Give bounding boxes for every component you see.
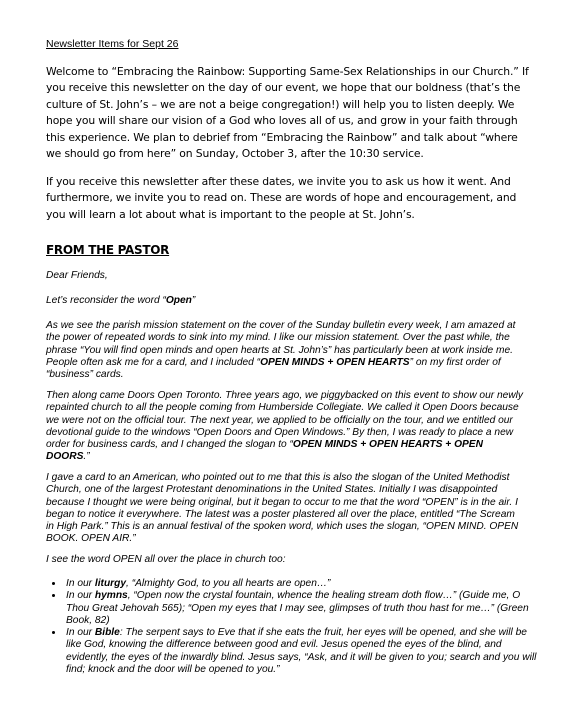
bullet-prefix: In our	[66, 578, 95, 589]
list-item	[64, 590, 542, 627]
reconsider-text	[46, 295, 524, 307]
intro-paragraph-2	[46, 174, 536, 223]
bullet-prefix: In our	[66, 627, 95, 639]
pastor-paragraph-2	[46, 390, 524, 464]
salutation	[46, 270, 524, 282]
bullet-keyword: liturgy	[94, 578, 127, 589]
bullet-prefix: In our	[66, 590, 95, 602]
reconsider-suffix: ”	[191, 295, 196, 306]
pastor-paragraph-2-text	[46, 390, 524, 464]
pastor-paragraph-4-text: I see the word OPEN all over the place in church too:	[46, 554, 286, 565]
newsletter-heading: Newsletter Items for Sept 26	[46, 38, 179, 50]
bullet-keyword: hymns	[94, 590, 128, 602]
reconsider-prefix: Let’s reconsider the word “	[46, 295, 166, 306]
section-title: FROM THE PASTOR	[46, 243, 170, 257]
para2-slogan: OPEN MINDS + OPEN HEARTS + OPEN DOORS	[46, 439, 483, 463]
intro-paragraph-1	[46, 64, 536, 162]
bullet-keyword: Bible	[94, 627, 120, 639]
intro-paragraph-2-text: If you receive this newsletter after these dates, we invite you to ask us how it went. And furthermore, we invite you to read on. These are words of hope and encouragement, and you will learn a lot about what is important to the people at St. John’s.	[46, 175, 517, 221]
para2-text-a: Then along came Doors Open Toronto. Three years ago, we piggybacked on this event to show our newly repainted church to all the people coming from Humberside Collegiate. We called it Open Doors because we were not on the official tour. The next year, we applied to be officially on the tour, and we entitled our devotional guide to the windows “Open Doors and Open Windows.” By then, I was ready to place a new order for business cards, and I changed the slogan to “	[46, 390, 524, 451]
salutation-text: Dear Friends,	[46, 270, 108, 281]
list-item	[64, 578, 542, 590]
pastor-paragraph-3	[46, 472, 524, 546]
pastor-paragraph-3-text: I gave a card to an American, who pointed out to me that this is also the slogan of the United Methodist Church, one of the largest Protestant denominations in the United States. Initially I was disappointed because I thought we were being original, but it began to occur to me that the word “OPEN” is in the air. I began to notice it everywhere. The latest was a poster plastered all over the place, entitled “The Scream in High Park.” This is an annual festival of the spoken word, which uses the slogan, “OPEN MIND. OPEN BOOK. OPEN AIR.”	[46, 472, 519, 545]
pastor-paragraph-1	[46, 320, 524, 381]
para1-text-a: As we see the parish mission statement on the cover of the Sunday bulletin every week, I am amazed at the power of repeated words to sink into my mind. I like our mission statement. Over the past while, the phrase “You will find open minds and open hearts at St. John’s” has particularly been at work inside me. People often ask me for a card, and I included “	[46, 320, 516, 368]
pastor-paragraph-4	[46, 554, 524, 566]
para2-text-b: .”	[83, 451, 90, 463]
para1-text-b: ” on my first order of “business” cards.	[46, 356, 501, 381]
intro-paragraph-1-text: Welcome to “Embracing the Rainbow: Supporting Same-Sex Relationships in our Church.” If you receive this newsletter on the day of our event, we hope that our boldness (that’s the culture of St. John’s – we are not a beige congregation!) will help you to listen deeply. We hope you will share our vision of a God who loves all of us, and grow in your faith through this experience. We plan to debrief from “Embracing the Rainbow” and talk about “where we should go from here” on Sunday, October 3, after the 10:30 service.	[46, 65, 529, 161]
open-examples-list	[46, 578, 542, 676]
bullet-text: , “Open now the crystal fountain, whence the healing stream doth flow…” (Guide me, O Thou Great Jehovah 565); “Open my eyes that I may see, glimpses of truth thou hast for me…” (Green Book, 82)	[66, 590, 529, 626]
pastor-paragraph-1-text	[46, 320, 524, 381]
reconsider-word: Open	[165, 295, 192, 306]
list-item	[64, 627, 542, 676]
bullet-text: : The serpent says to Eve that if she eats the fruit, her eyes will be opened, and she will be like God, knowing the difference between good and evil. Jesus opened the eyes of the blind, and evidently, the eyes of the inwardly blind. Jesus says, “Ask, and it will be given to you; search and you will find; knock and the door will be opened to you.”	[66, 627, 537, 676]
reconsider-line	[46, 295, 524, 307]
bullet-text: , “Almighty God, to you all hearts are open…”	[126, 578, 331, 589]
para1-slogan: OPEN MINDS + OPEN HEARTS	[260, 356, 410, 368]
